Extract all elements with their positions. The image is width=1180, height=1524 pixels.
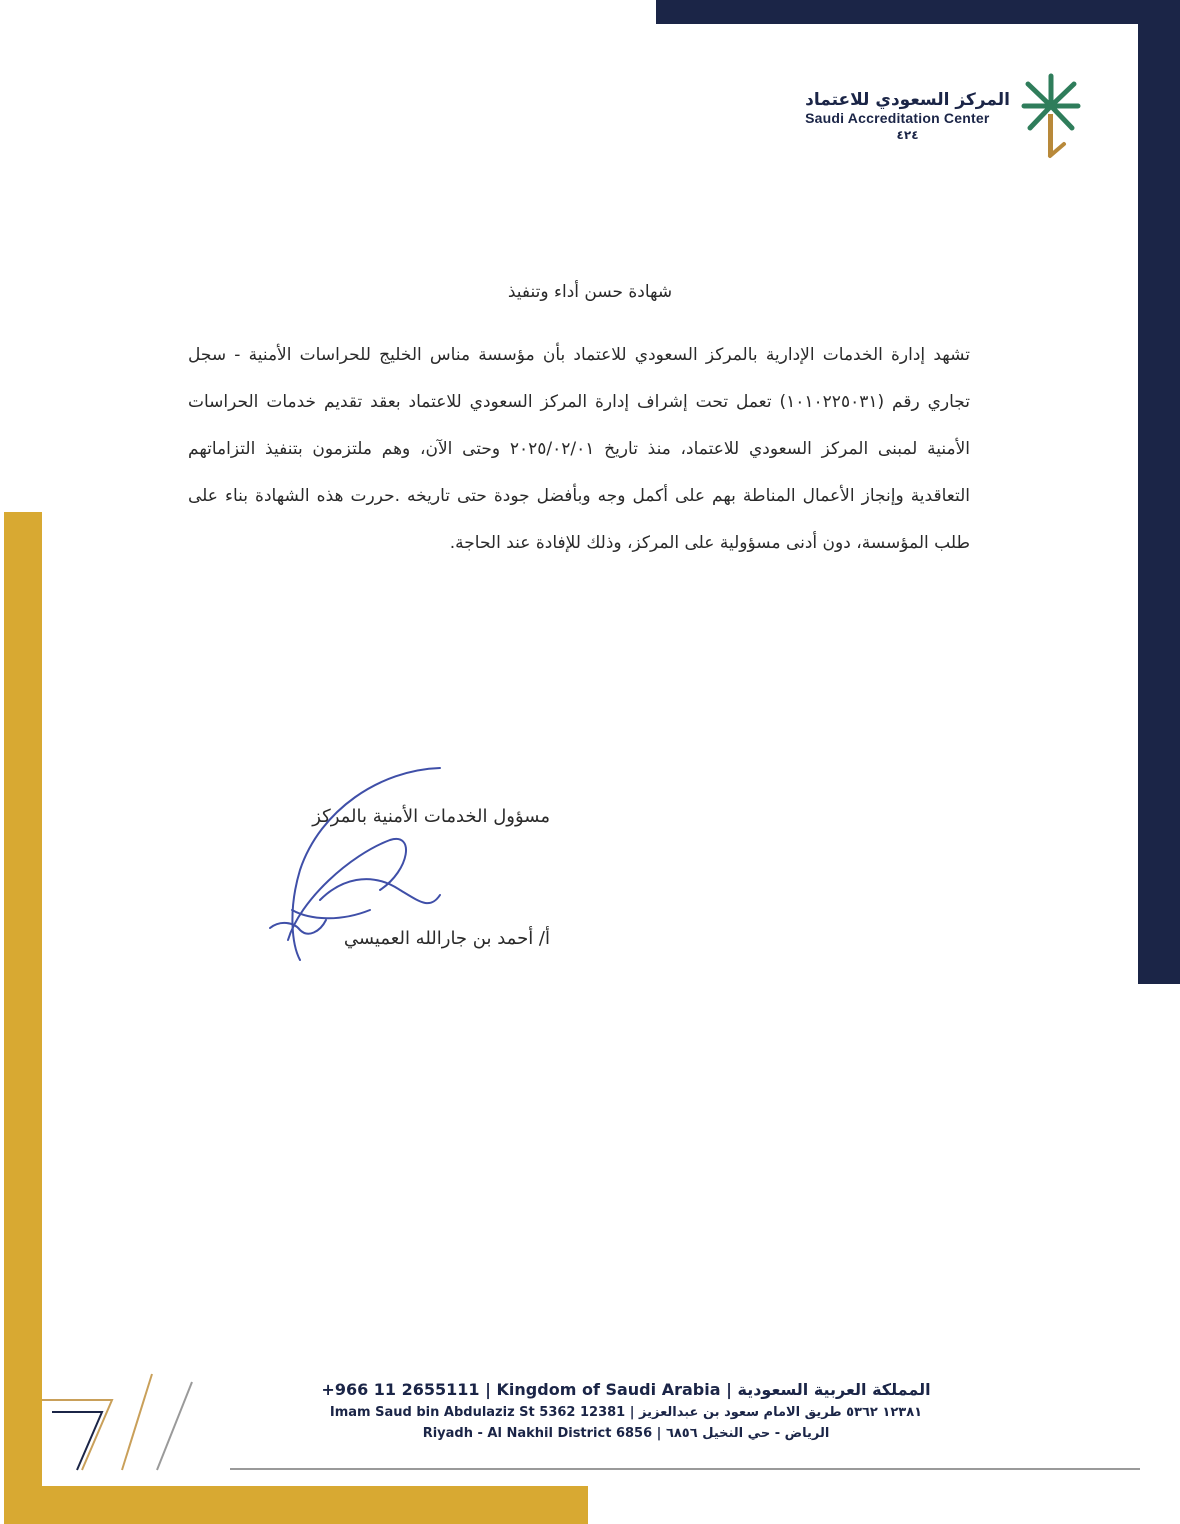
signer-title: مسؤول الخدمات الأمنية بالمركز: [312, 806, 550, 827]
handwritten-signature: [230, 760, 490, 970]
letter-body: تشهد إدارة الخدمات الإدارية بالمركز السعودي للاعتماد بأن مؤسسة مناس الخليج للحراسات الأمنية - سجل تجاري رقم (١٠١٠٢٢٥٠٣١) تعمل تحت إشراف إدارة المركز السعودي للاعتماد بعقد تقديم خدمات الحراسات الأمنية لمبنى المركز السعودي للاعتماد، منذ تاريخ ٢٠٢٥/٠٢/٠١ وحتى الآن، وهم ملتزمون بتنفيذ التزاماتهم التعاقدية وإنجاز الأعمال المناطة بهم على أكمل وجه وبأفضل جودة حتى تاريخه .حررت هذه الشهادة بناء على طلب المؤسسة، دون أدنى مسؤولية على المركز، وذلك للإفادة عند الحاجة.: [188, 345, 970, 553]
gold-accent-bottom: [4, 1486, 588, 1524]
logo-english-name: Saudi Accreditation Center: [805, 110, 990, 126]
letter-page: [42, 24, 1138, 1486]
logo-number: ٤٢٤: [896, 128, 919, 142]
palm-emblem-icon: [1020, 70, 1082, 162]
logo-text: [805, 90, 1010, 142]
footer-street-address: Imam Saud bin Abdulaziz St 5362 12381 | ١٢٣٨١ ٥٣٦٢ طريق الامام سعود بن عبدالعزيز: [329, 1405, 923, 1420]
footer-district: Riyadh - Al Nakhil District 6856 | الرياض - حي النخيل ٦٨٥٦: [422, 1426, 830, 1441]
logo-arabic-name: المركز السعودي للاعتماد: [805, 90, 1010, 110]
gold-accent-left: [4, 512, 42, 1524]
signer-name: أ/ أحمد بن جارالله العميسي: [343, 928, 550, 949]
center-logo: [805, 70, 1082, 162]
footer-phone-country: +966 11 2655111 | Kingdom of Saudi Arabia | المملكة العربية السعودية: [321, 1380, 931, 1399]
footer-contact: [236, 1380, 1016, 1441]
footer-divider: [230, 1468, 1140, 1470]
navy-accent-right: [1138, 0, 1180, 984]
letter-title: شهادة حسن أداء وتنفيذ: [507, 282, 673, 302]
navy-accent-top: [656, 0, 1180, 24]
footer-decorative-lines: [42, 1372, 252, 1472]
